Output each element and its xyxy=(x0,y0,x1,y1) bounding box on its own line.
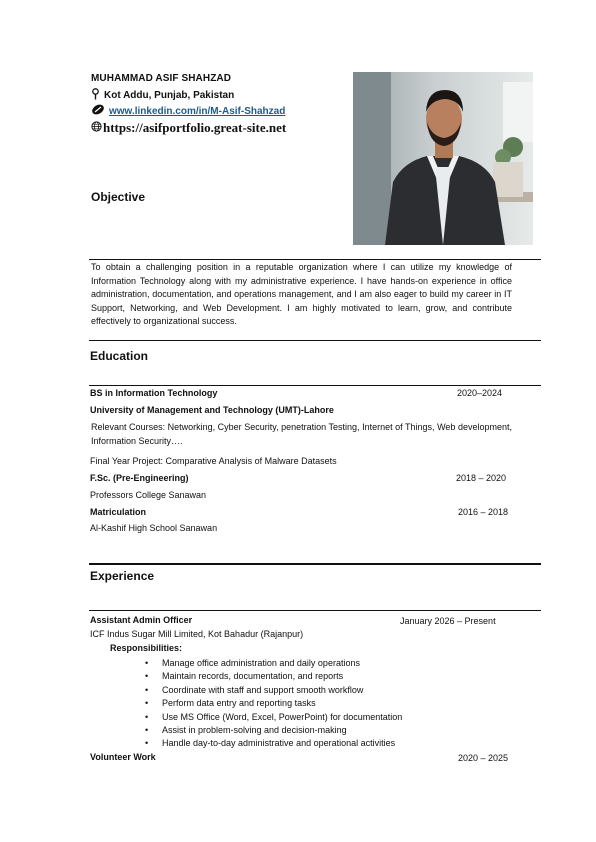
link-icon xyxy=(91,104,105,118)
objective-text: To obtain a challenging position in a reputable organization where I can utilize my knowledge of Information Technology along with my administrative experience. I have hands-on experience in office administration, documentation, and operations management, and I am also eager to build my career in IT Support, Networking, and Web Development. I am highly motivated to learn, grow, and contribute effectively to organizational success. xyxy=(91,262,512,326)
school-name: Al-Kashif High School Sanawan xyxy=(90,523,218,533)
university-name: University of Management and Technology (UMT)-Lahore xyxy=(90,405,334,415)
education-rule xyxy=(89,385,541,386)
final-year-project: Final Year Project: Comparative Analysis of Malware Datasets xyxy=(90,456,337,466)
responsibilities-label: Responsibilities: xyxy=(110,643,183,653)
responsibilities-list xyxy=(145,657,402,751)
degree-bs-it: BS in Information Technology xyxy=(90,388,218,398)
website-line xyxy=(91,120,286,136)
list-item: • Use MS Office (Word, Excel, PowerPoint) for documentation xyxy=(145,711,402,724)
job-title-admin: Assistant Admin Officer xyxy=(90,615,193,625)
job-admin-date: January 2026 – Present xyxy=(400,616,496,626)
website-link[interactable]: https://asifportfolio.great-site.net xyxy=(103,120,287,135)
globe-icon xyxy=(91,120,102,136)
degree-bs-it-date: 2020–2024 xyxy=(457,388,503,398)
degree-matric: Matriculation xyxy=(90,507,147,517)
objective-bottom-rule xyxy=(89,340,541,341)
degree-fsc-date: 2018 – 2020 xyxy=(456,473,507,483)
list-item: • Coordinate with staff and support smooth workflow xyxy=(145,684,402,697)
job-admin-company: ICF Indus Sugar Mill Limited, Kot Bahadur (Rajanpur) xyxy=(90,629,304,639)
pin-icon xyxy=(91,88,100,103)
experience-heading: Experience xyxy=(90,569,155,583)
degree-fsc: F.Sc. (Pre-Engineering) xyxy=(90,473,189,483)
linkedin-link[interactable]: www.linkedin.com/in/M-Asif-Shahzad xyxy=(109,105,286,117)
list-item: • Perform data entry and reporting tasks xyxy=(145,697,402,710)
relevant-courses: Relevant Courses: Networking, Cyber Security, penetration Testing, Internet of Things, Web development, Information Security…. xyxy=(91,422,512,446)
experience-top-rule xyxy=(89,563,541,565)
education-heading: Education xyxy=(90,349,149,363)
college-name: Professors College Sanawan xyxy=(90,490,207,500)
location-text: Kot Addu, Punjab, Pakistan xyxy=(104,90,235,101)
linkedin-line xyxy=(91,104,285,118)
job-title-volunteer: Volunteer Work xyxy=(90,752,156,762)
list-item: • Assist in problem-solving and decision-making xyxy=(145,724,402,737)
objective-heading: Objective xyxy=(91,190,146,204)
list-item: • Handle day-to-day administrative and operational activities xyxy=(145,737,402,750)
degree-matric-date: 2016 – 2018 xyxy=(458,507,509,517)
list-item: • Manage office administration and daily operations xyxy=(145,657,402,670)
candidate-name: MUHAMMAD ASIF SHAHZAD xyxy=(91,73,232,84)
objective-top-rule xyxy=(89,259,541,260)
job-volunteer-date: 2020 – 2025 xyxy=(458,753,509,763)
profile-photo xyxy=(353,72,533,245)
location-line xyxy=(91,88,234,103)
list-item: • Maintain records, documentation, and reports xyxy=(145,670,402,683)
experience-rule xyxy=(89,610,541,611)
